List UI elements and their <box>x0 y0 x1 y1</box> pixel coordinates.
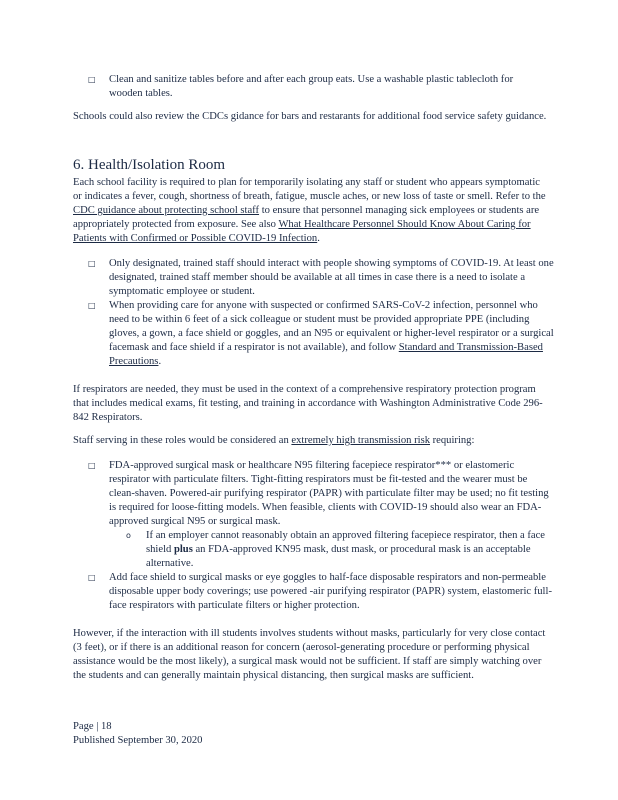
section-heading: 6. Health/Isolation Room <box>73 157 226 173</box>
page-footer <box>73 720 202 748</box>
published-date: Published September 30, 2020 <box>73 735 203 746</box>
list-item <box>88 257 554 299</box>
intro-paragraph: Each school facility is required to plan for temporarily isolating any staff or student who appears symptomatic or indicates a fever, cough, shortness of breath, fatigue, muscle aches, or new loss of taste or smell. Refer to the CDC guidance about protecting school staff to ensure that personnel managing sick employees or students are appropriately protected from exposure. See also What Healthcare Personnel Should Know About Caring for Patients with Confirmed or Possible COVID-19 Infection. <box>73 177 546 244</box>
square-bullet-icon: □ <box>88 573 96 582</box>
respirator-paragraph: If respirators are needed, they must be used in the context of a comprehensive respiratory protection program that includes medical exams, fit testing, and training in accordance with Washington Administrative Code 296-842 Respirators. <box>73 384 543 423</box>
staff-requirements-list <box>88 257 554 369</box>
circle-bullet-icon: o <box>126 531 131 540</box>
staff-risk-paragraph: Staff serving in these roles would be considered an extremely high transmission risk requiring: <box>73 435 475 446</box>
ppe-requirements-list <box>88 459 554 613</box>
sub-bullet-text: If an employer cannot reasonably obtain an approved filtering facepiece respirator, then a face shield plus an FDA-approved KN95 mask, dust mask, or procedural mask is an acceptable alternative. <box>146 530 546 569</box>
closing-paragraph: However, if the interaction with ill students involves students without masks, particularly for very close contact (3 feet), or if there is an additional reason for concern (aerosol-generating procedure or performing physical assistance would be the most likely), a surgical mask would not be sufficient. If staff are simply watching over the students and can generally maintain physical distancing, then surgical masks are sufficient. <box>73 628 546 681</box>
bullet-text: Add face shield to surgical masks or eye goggles to half-face disposable respirators and non-permeable disposable upper body coverings; use powered -air purifying respirator (PAPR) system, elastomeric full-face respirators with particulate filters or higher protection. <box>109 572 552 611</box>
list-item <box>88 459 554 529</box>
bullet-text: Only designated, trained staff should interact with people showing symptoms of COVID-19. At least one designated, trained staff member should be available at all times in case there is a need to isolate a symptomatic employee or student. <box>109 258 554 297</box>
bullet-text: When providing care for anyone with suspected or confirmed SARS-CoV-2 infection, personnel who need to be within 6 feet of a sick colleague or student must be provided appropriate PPE (including gloves, a gown, a face shield or goggles, and an N95 or equivalent or higher-level respirator or a surgical facemask and face shield if a respirator is not available), and follow Standard and Transmission-Based Precautions. <box>109 300 554 367</box>
sub-list-item <box>126 529 554 571</box>
food-service-paragraph: Schools could also review the CDCs gidance for bars and restarants for additional food service safety guidance. <box>73 111 547 122</box>
bullet-text: FDA-approved surgical mask or healthcare N95 filtering facepiece respirator*** or elastomeric respirator with particulate filters. Tight-fitting respirators must be fit-tested and the wearer must be clean-shaven. Powered-air purifying respirator (PAPR) with particulate filter may be used; no fit testing is required for loose-fitting models. When feasible, clients with COVID-19 should also wear an FDA-approved surgical N95 or surgical mask. <box>109 460 549 527</box>
list-item <box>88 299 554 369</box>
bullet-text: Clean and sanitize tables before and after each group eats. Use a washable plastic tablecloth for wooden tables. <box>109 74 514 99</box>
cdc-school-staff-link[interactable]: CDC guidance about protecting school staff <box>73 205 260 216</box>
healthcare-personnel-link[interactable]: What Healthcare Personnel Should Know About Caring for Patients with Confirmed or Possible COVID-19 Infection <box>73 219 531 244</box>
square-bullet-icon: □ <box>88 259 96 268</box>
square-bullet-icon: □ <box>88 301 96 310</box>
list-item <box>88 73 548 101</box>
list-item <box>88 571 554 613</box>
square-bullet-icon: □ <box>88 461 96 470</box>
page-number: Page | 18 <box>73 721 112 732</box>
precautions-link[interactable]: Standard and Transmission-Based Precautions <box>109 342 543 367</box>
transmission-risk-link[interactable]: extremely high transmission risk <box>291 435 430 446</box>
square-bullet-icon: □ <box>88 75 96 84</box>
